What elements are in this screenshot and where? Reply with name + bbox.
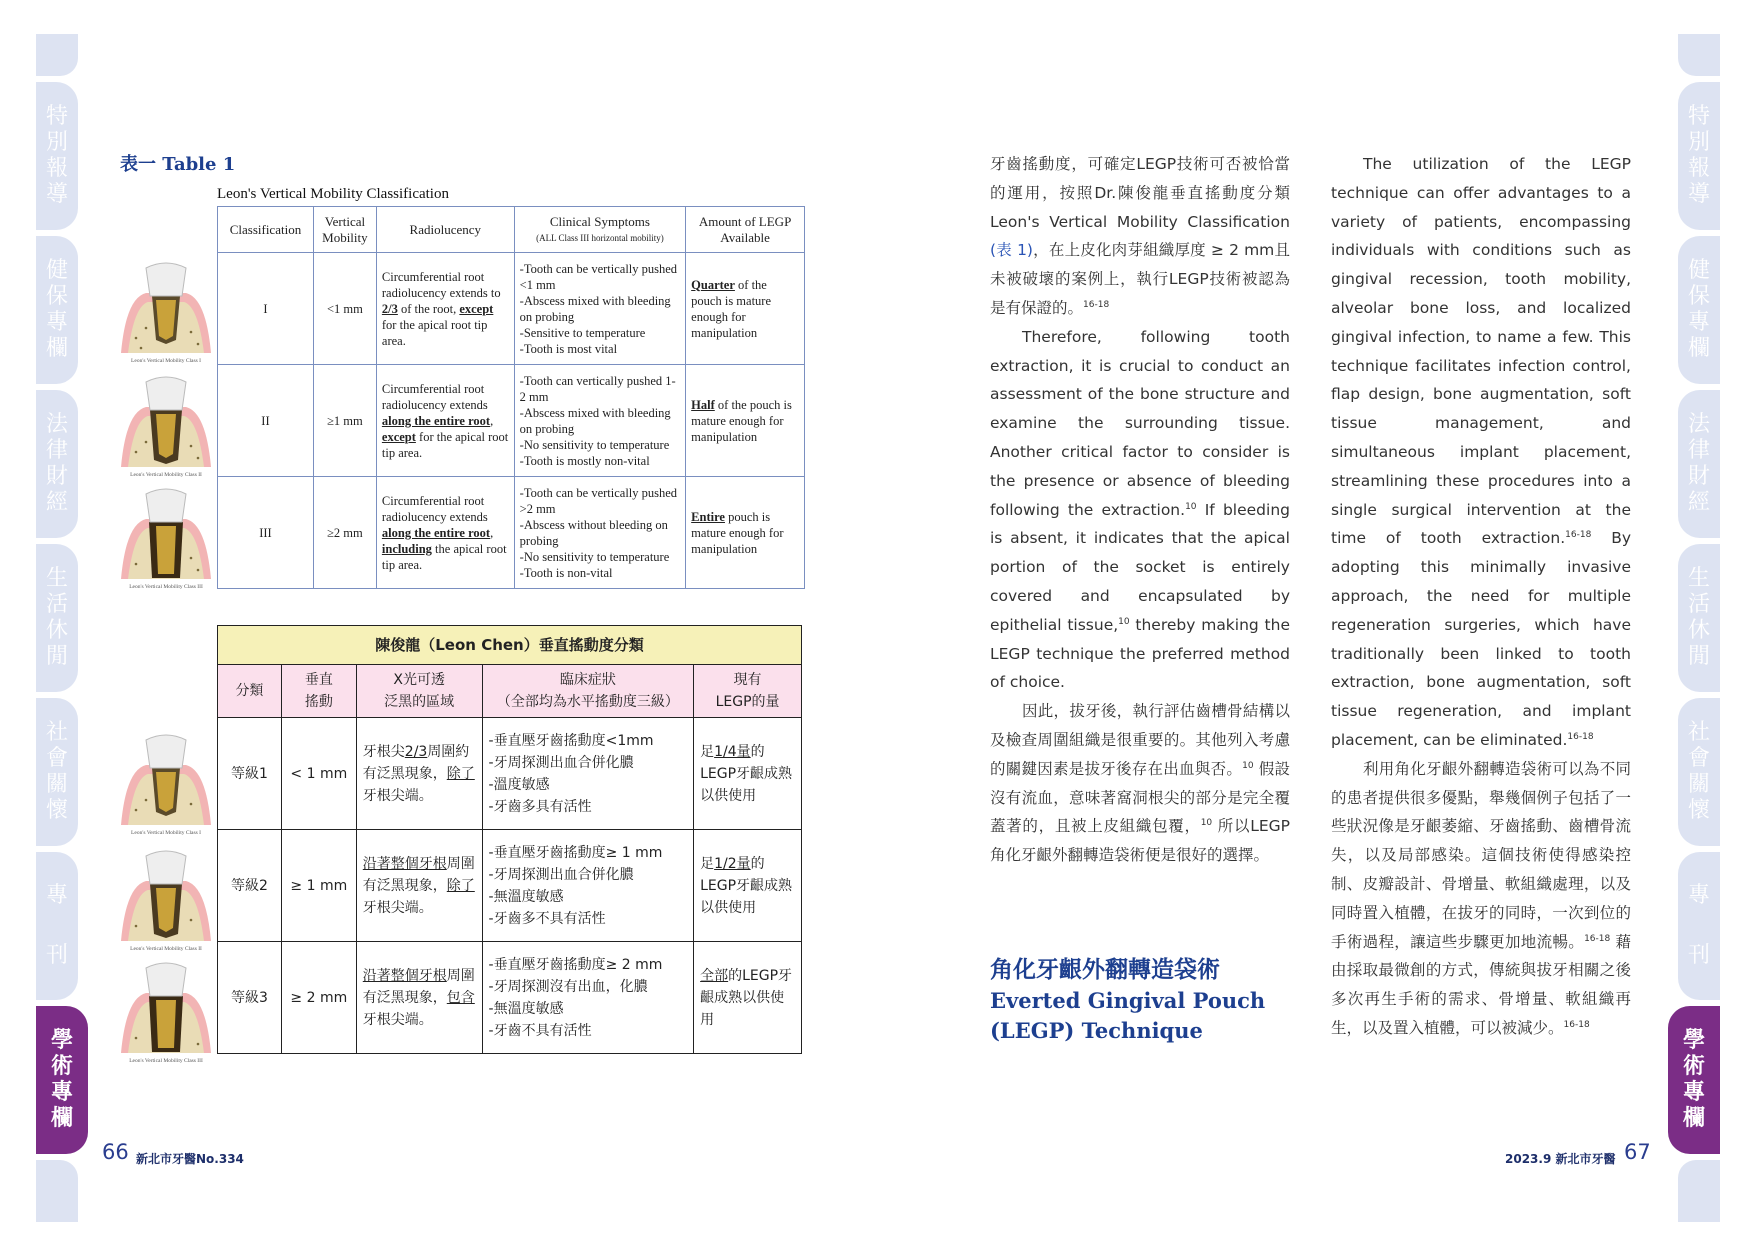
table-row (218, 253, 805, 365)
tab-char: 會 (1687, 746, 1710, 771)
tooth-illustration-class2-b (116, 846, 216, 954)
table-row (218, 942, 802, 1054)
tooth-class1-icon (116, 730, 216, 830)
radiolucency-cell (356, 718, 482, 830)
header-line: 搖動 (304, 694, 333, 710)
emphasis: Quarter (691, 277, 735, 292)
text: the apical root tip area. (381, 541, 507, 572)
text: 利用角化牙齦外翻轉造袋術可以為不同的患者提供很多優點，舉幾個例子包括了一些狀況像是牙齦萎縮、牙齒搖動、齒槽骨流失，以及局部感染。這個技術使得感染控制、皮瓣設計、骨增量、軟組織處理，以及同時置入植體，在拔牙的同時，一次到位的手術過程，讓這些步驟更加地流暢。 (1331, 759, 1631, 951)
radiolucency-cell (356, 830, 482, 942)
table2-title: 陳俊龍（Leon Chen）垂直搖動度分類 (218, 626, 802, 665)
tooth-illustration-class3 (116, 484, 216, 592)
text: of the root, (397, 301, 460, 316)
emphasis: 沿著整個牙根 (362, 967, 447, 984)
tab-char: 生 (45, 566, 68, 591)
left-section-tabs (36, 34, 78, 1228)
table2-title-row (218, 626, 802, 665)
symptom: -Sensitive to temperature (519, 325, 646, 340)
text: 假設沒有流血，意味著窩洞根尖的部分是完全覆蓋著的，且被上皮組織包覆， (990, 759, 1290, 836)
header-class: 分類 (218, 665, 282, 718)
header-line: LEGP的量 (715, 694, 780, 710)
header-radiolucency: Radiolucency (376, 207, 514, 253)
text: By adopting this minimally invasive approach, the need for multiple regeneration surgeries, which have traditionally been linked to tooth extraction, bone augmentation, soft tissue regeneration, and implant placement, can be eliminated. (1331, 529, 1632, 749)
section-heading-en-1: Everted Gingival Pouch (990, 988, 1266, 1013)
text: 牙根尖端。 (362, 899, 433, 916)
text: 因此，拔牙後，執行評估齒槽骨結構以及檢查周圍組織是很重要的。其他列入考慮的關鍵因素是拔牙後存在出血與否。 (990, 702, 1290, 778)
emphasis: 沿著整個牙根 (362, 855, 447, 872)
tab-char: 專 (1687, 883, 1710, 908)
tab-law-finance[interactable] (36, 390, 78, 538)
text: for the apical root tip area. (381, 317, 488, 348)
header-line: 垂直 (304, 672, 333, 688)
paragraph (990, 150, 1290, 323)
header-line: 現有 (733, 672, 762, 688)
tooth-caption: Leon's Vertical Mobility Class II (130, 946, 202, 952)
emphasis: 2/3 (404, 743, 428, 760)
tab-special-report[interactable] (36, 82, 78, 230)
tab-char: 欄 (45, 336, 68, 361)
tab-char: 刊 (1687, 943, 1710, 968)
text: of the pouch is mature enough for manipulation (691, 397, 792, 444)
right-section-tabs (1678, 34, 1720, 1228)
tab-char: 健 (1687, 258, 1710, 283)
footer-left: 新北市牙醫No.334 (136, 1152, 244, 1166)
text: 牙根尖端。 (362, 1011, 433, 1028)
text: , (490, 525, 494, 540)
citation: 10 (1118, 616, 1130, 627)
tab-char: 保 (1687, 284, 1710, 309)
emphasis: 除了 (446, 877, 475, 894)
text: 的LEGP牙齦成熟以供使用 (700, 967, 793, 1028)
tooth-illustration-class3-b (116, 958, 216, 1066)
text: ，在上皮化肉芽組織厚度 ≥ 2 mm且未被破壞的案例上，執行LEGP技術被認為是有保證的。 (990, 241, 1290, 317)
tab-char: 會 (45, 746, 68, 771)
mobility-cell: <1 mm (313, 253, 376, 365)
citation: 10 (1200, 818, 1213, 829)
table-row (218, 477, 805, 589)
emphasis: except (459, 301, 494, 316)
tab-char: 專 (45, 310, 68, 335)
emphasis: along the entire root (381, 413, 491, 428)
citation: 10 (1185, 501, 1197, 512)
citation: 16-18 (1584, 933, 1611, 944)
tab-char: 特 (1687, 104, 1710, 129)
emphasis: 1/2量 (714, 855, 751, 872)
text: 周圍約有泛黑現象， (362, 743, 470, 782)
tab-char: 閒 (45, 644, 68, 669)
tab-char: 術 (1682, 1054, 1705, 1079)
page-number-left: 66 (102, 1140, 129, 1164)
table-reference-link[interactable]: (表 1) (990, 241, 1033, 260)
tab-char: 活 (45, 592, 68, 617)
tab-char: 欄 (1682, 1106, 1705, 1131)
header-classification: Classification (218, 207, 314, 253)
amount-cell (694, 718, 802, 830)
tab-char: 別 (45, 130, 68, 155)
text: 足 (700, 855, 715, 872)
tooth-class3-icon (116, 958, 216, 1058)
tab-char: 懷 (45, 798, 68, 823)
tooth-caption: Leon's Vertical Mobility Class III (129, 584, 203, 590)
tab-char: 財 (1687, 464, 1710, 489)
tab-char: 法 (45, 412, 68, 437)
symptom: -Tooth is mostly non-vital (519, 453, 650, 468)
symptom: -Abscess without bleeding on probing (519, 517, 668, 548)
paragraph (1331, 150, 1631, 755)
text: 牙根尖端。 (362, 787, 433, 804)
amount-cell (686, 365, 805, 477)
symptom: -垂直壓牙齒搖動度<1mm (488, 732, 654, 749)
text: pouch is mature enough for manipulation (691, 509, 784, 556)
table-row (218, 718, 802, 830)
class-cell: 等級3 (218, 942, 282, 1054)
page-number-right: 67 (1624, 1140, 1651, 1164)
citation: 10 (1242, 760, 1254, 771)
tab-char: 休 (1687, 618, 1710, 643)
tab-char: 欄 (1687, 336, 1710, 361)
tab-char: 經 (45, 490, 68, 515)
section-heading (990, 954, 1310, 1046)
tab-char: 財 (45, 464, 68, 489)
emphasis: except (381, 429, 416, 444)
table-row (218, 830, 802, 942)
citation: 16-18 (1083, 299, 1110, 310)
emphasis: Half (691, 397, 715, 412)
tooth-class2-icon (116, 372, 216, 472)
table-row (218, 365, 805, 477)
tab-lifestyle[interactable] (36, 544, 78, 692)
symptom: -垂直壓牙齒搖動度≥ 2 mm (488, 956, 663, 973)
tab-char: 生 (1687, 566, 1710, 591)
tab-char: 欄 (50, 1106, 73, 1131)
mobility-cell: ≥ 1 mm (281, 830, 356, 942)
table1-caption: Leon's Vertical Mobility Classification (217, 186, 449, 202)
amount-cell (694, 942, 802, 1054)
emphasis: 全部 (700, 967, 729, 984)
tab-char: 報 (45, 156, 68, 181)
tab-char: 導 (45, 182, 68, 207)
header-line: 泛黑的區域 (384, 694, 455, 710)
citation: 16-18 (1563, 1019, 1590, 1030)
tab-social-care[interactable] (1678, 698, 1720, 846)
emphasis: including (381, 541, 432, 556)
tab-spacer-bottom (36, 1160, 78, 1222)
text: 周圍有泛黑現象， (362, 967, 475, 1006)
mobility-cell: ≥1 mm (313, 365, 376, 477)
emphasis: Entire (691, 509, 725, 524)
text-column-1 (990, 150, 1290, 870)
symptoms-cell (514, 477, 686, 589)
tooth-illustration-class1 (116, 258, 216, 366)
table-header-row (218, 207, 805, 253)
mobility-cell: < 1 mm (281, 718, 356, 830)
table1-english (217, 206, 805, 589)
citation: 16-18 (1567, 731, 1594, 742)
tab-char: 學 (50, 1028, 73, 1053)
tab-char: 學 (1682, 1028, 1705, 1053)
tab-char: 懷 (1687, 798, 1710, 823)
symptoms-cell (514, 365, 686, 477)
tab-spacer-bottom (1678, 1160, 1720, 1222)
tooth-illustration-class1-b (116, 730, 216, 838)
tab-special-report[interactable] (1678, 82, 1720, 230)
header-vertical-mobility: Vertical Mobility (313, 207, 376, 253)
amount-cell (686, 253, 805, 365)
tab-char: 特 (45, 104, 68, 129)
header-line: X光可透 (393, 672, 445, 688)
radiolucency-cell (376, 477, 514, 589)
radiolucency-cell (376, 365, 514, 477)
text-column-2 (1331, 150, 1631, 1043)
tab-lifestyle[interactable] (1678, 544, 1720, 692)
mobility-cell: ≥2 mm (313, 477, 376, 589)
emphasis: 包含 (446, 989, 475, 1006)
symptom: -牙周探測出血合併化膿 (488, 754, 634, 771)
symptoms-cell (482, 942, 694, 1054)
text: for the apical root tip area. (381, 429, 509, 460)
symptom: -牙齒多不具有活性 (488, 910, 606, 927)
class-cell: I (218, 253, 314, 365)
tab-char: 專 (45, 883, 68, 908)
symptoms-cell (482, 718, 694, 830)
tooth-class1-icon (116, 258, 216, 358)
text: Therefore, following tooth extraction, it is crucial to conduct an assessment of the bone structure and examine the surrounding tissue. Another critical factor to consider is the presence or absence of bleeding following the extraction. (990, 327, 1290, 519)
header-line: （全部均為水平搖動度三級） (496, 694, 679, 710)
symptom: -Tooth can be vertically pushed <1 mm (519, 261, 678, 292)
tab-char: 關 (1687, 772, 1710, 797)
symptom: -牙周探測出血合併化膿 (488, 866, 634, 883)
symptoms-cell (482, 830, 694, 942)
header-radiolucency (356, 665, 482, 718)
table-header-row (218, 665, 802, 718)
header-clinical-symptoms (514, 207, 686, 253)
section-heading-en-2: (LEGP) Technique (990, 1018, 1203, 1043)
section-heading-zh: 角化牙齦外翻轉造袋術 (990, 957, 1220, 983)
symptom: -牙齒不具有活性 (488, 1022, 592, 1039)
symptom: -溫度敏感 (488, 776, 550, 793)
tooth-class2-icon (116, 846, 216, 946)
tab-char: 專 (50, 1080, 73, 1105)
text: of the pouch is mature enough for manipulation (691, 277, 772, 340)
tooth-caption: Leon's Vertical Mobility Class III (129, 1058, 203, 1064)
tab-social-care[interactable] (36, 698, 78, 846)
tab-law-finance[interactable] (1678, 390, 1720, 538)
symptom: -牙齒多具有活性 (488, 798, 592, 815)
tab-char: 報 (1687, 156, 1710, 181)
class-cell: III (218, 477, 314, 589)
tab-spacer-top (36, 34, 78, 76)
header-symptoms (482, 665, 694, 718)
symptom: -牙周探測沒有出血，化膿 (488, 978, 648, 995)
text: 的LEGP牙齦成熟以供使用 (700, 743, 793, 804)
text: , (490, 413, 494, 428)
text: 的LEGP牙齦成熟以供使用 (700, 855, 793, 916)
symptom: -無溫度敏感 (488, 888, 564, 905)
tab-academic-active[interactable] (36, 1006, 88, 1154)
text: 牙齒搖動度，可確定LEGP技術可否被恰當的運用，按照Dr.陳俊龍垂直搖動度分類 Leon's Vertical Mobility Classification (990, 155, 1290, 231)
footer-right: 2023.9 新北市牙醫 (1505, 1152, 1616, 1166)
tab-char: 社 (1687, 720, 1710, 745)
tab-char: 刊 (45, 943, 68, 968)
text: thereby making the LEGP technique the preferred method of choice. (990, 615, 1290, 692)
tooth-class3-icon (116, 484, 216, 584)
class-cell: 等級1 (218, 718, 282, 830)
table-label: 表一 Table 1 (120, 154, 236, 175)
text: Circumferential root radiolucency extends (381, 381, 488, 412)
tab-char: 活 (1687, 592, 1710, 617)
tab-char: 法 (1687, 412, 1710, 437)
text: 所以LEGP角化牙齦外翻轉造袋術便是很好的選擇。 (990, 817, 1290, 865)
emphasis: along the entire root (381, 525, 491, 540)
text: 周圍有泛黑現象， (362, 855, 475, 894)
radiolucency-cell (356, 942, 482, 1054)
tab-char: 術 (50, 1054, 73, 1079)
tab-health-insurance[interactable] (1678, 236, 1720, 384)
emphasis: 1/4量 (714, 743, 751, 760)
tab-char: 社 (45, 720, 68, 745)
symptom: -No sensitivity to temperature (519, 549, 670, 564)
header-clinical-symptoms-label: Clinical Symptoms (549, 213, 650, 229)
header-clinical-note: (ALL Class III horizontal mobility) (536, 232, 664, 243)
tab-char: 律 (1687, 438, 1710, 463)
tooth-illustration-class2 (116, 372, 216, 480)
tab-char: 律 (45, 438, 68, 463)
text: 足 (700, 743, 715, 760)
tab-char: 別 (1687, 130, 1710, 155)
tab-health-insurance[interactable] (36, 236, 78, 384)
class-cell: II (218, 365, 314, 477)
header-amount (694, 665, 802, 718)
amount-cell (694, 830, 802, 942)
text: Circumferential root radiolucency extends to (381, 269, 501, 300)
tab-char: 閒 (1687, 644, 1710, 669)
symptom: -Tooth is most vital (519, 341, 618, 356)
mobility-cell: ≥ 2 mm (281, 942, 356, 1054)
radiolucency-cell (376, 253, 514, 365)
citation: 16-18 (1565, 530, 1592, 541)
tooth-caption: Leon's Vertical Mobility Class I (131, 358, 201, 364)
symptom: -Abscess mixed with bleeding on probing (519, 293, 671, 324)
tab-char: 休 (45, 618, 68, 643)
symptom: -無溫度敏感 (488, 1000, 564, 1017)
tab-char: 導 (1687, 182, 1710, 207)
class-cell: 等級2 (218, 830, 282, 942)
tab-char: 專 (1682, 1080, 1705, 1105)
tab-char: 專 (1687, 310, 1710, 335)
symptom: -No sensitivity to temperature (519, 437, 670, 452)
header-line: 臨床症狀 (559, 672, 616, 688)
header-amount: Amount of LEGP Available (686, 207, 805, 253)
text: 藉由採取最微創的方式，傳統與拔牙相關之後多次再生手術的需求、骨增量、軟組織再生，以及置入植體，可以被減少。 (1331, 932, 1631, 1037)
paragraph (990, 323, 1290, 697)
text: The utilization of the LEGP technique can offer advantages to a variety of patients, encompassing individuals with conditions such as gingival recession, tooth mobility, alveolar bone loss, and localized gingival infection, to name a few. This technique facilitates infection control, flap design, bone augmentation, soft tissue management, and simultaneous implant placement, streamlining these procedures into a single surgical intervention at the time of tooth extraction. (1331, 155, 1631, 548)
tab-academic-active[interactable] (1668, 1006, 1720, 1154)
tab-special-issue[interactable] (1678, 852, 1720, 1000)
emphasis: 除了 (446, 765, 475, 782)
text: Circumferential root radiolucency extends (381, 493, 488, 524)
tab-char: 保 (45, 284, 68, 309)
symptoms-cell (514, 253, 686, 365)
tooth-caption: Leon's Vertical Mobility Class II (130, 472, 202, 478)
tab-spacer-top (1678, 34, 1720, 76)
tooth-caption: Leon's Vertical Mobility Class I (131, 830, 201, 836)
text: 牙根尖 (362, 743, 405, 760)
emphasis: 2/3 (381, 301, 398, 316)
symptom: -Tooth can be vertically pushed >2 mm (519, 485, 678, 516)
tab-special-issue[interactable] (36, 852, 78, 1000)
amount-cell (686, 477, 805, 589)
tab-char: 關 (45, 772, 68, 797)
tab-char: 健 (45, 258, 68, 283)
paragraph (990, 697, 1290, 870)
tab-char: 經 (1687, 490, 1710, 515)
symptom: -垂直壓牙齒搖動度≥ 1 mm (488, 844, 663, 861)
symptom: -Tooth is non-vital (519, 565, 613, 580)
paragraph (1331, 755, 1631, 1043)
header-mobility (281, 665, 356, 718)
symptom: -Tooth can vertically pushed 1-2 mm (519, 373, 676, 404)
symptom: -Abscess mixed with bleeding on probing (519, 405, 671, 436)
table2-chinese (217, 625, 802, 1054)
text: If bleeding is absent, it indicates that the apical portion of the socket is entirely covered and encapsulated by epithelial tissue, (990, 500, 1290, 634)
